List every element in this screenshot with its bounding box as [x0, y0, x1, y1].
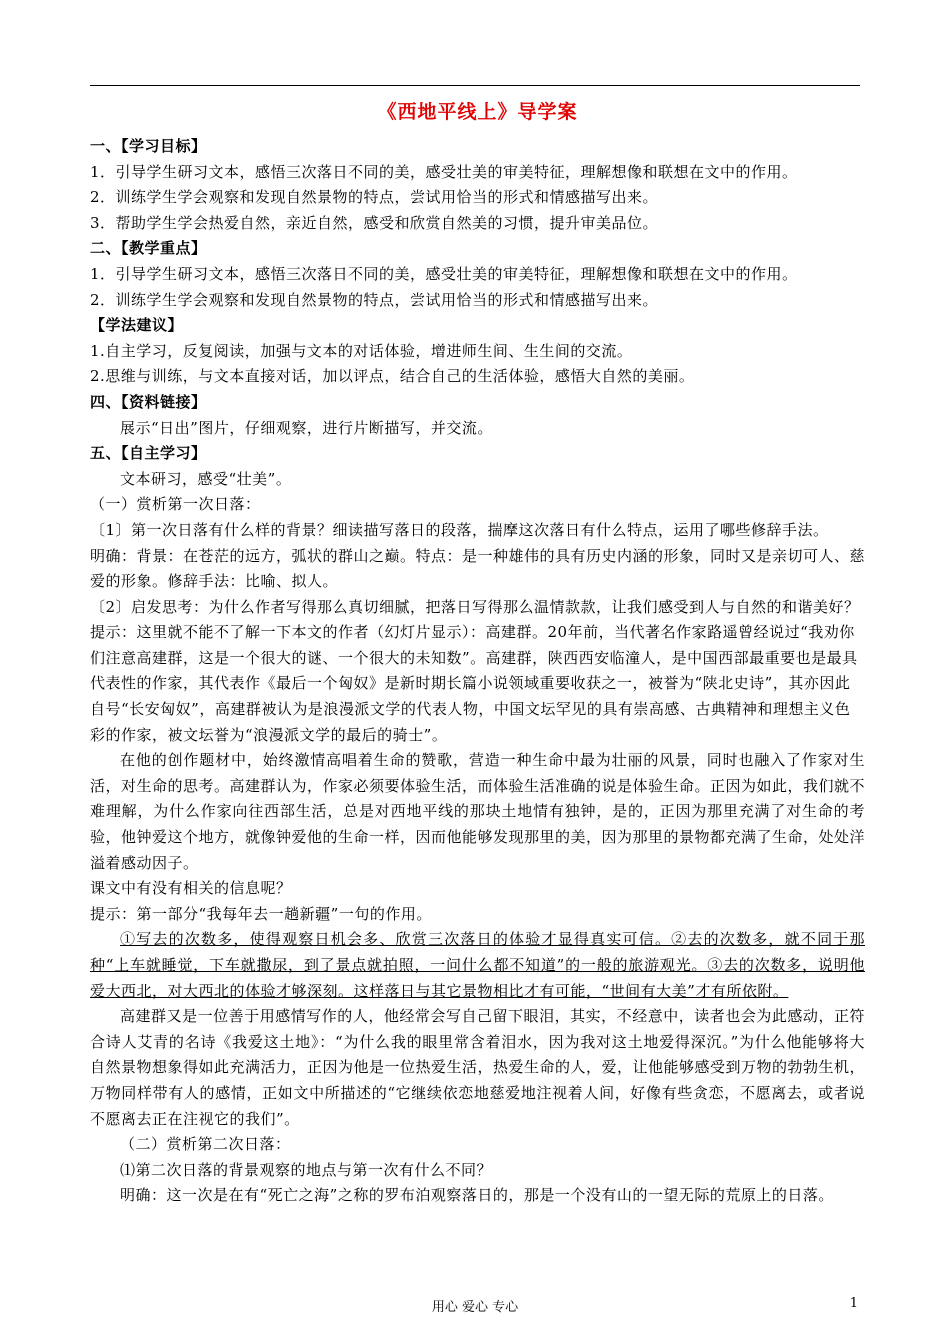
self-study-intro: 文本研习，感受“壮美”。 [120, 469, 292, 488]
answer-4: 明确：这一次是在有“死亡之海”之称的罗布泊观察落日的，那是一个没有山的一望无际的荒原上的日落。 [120, 1186, 834, 1205]
objective-item: 3．帮助学生学会热爱自然，亲近自然，感受和欣赏自然美的习惯，提升审美品位。 [90, 213, 659, 232]
subsection-second-sunset: （二）赏析第二次日落： [120, 1135, 291, 1154]
author-tip: 提示：这里就不能不了解一下本文的作者（幻灯片显示）：高建群。20年前，当代著名作家路遥曾经说过“我劝你们注意高建群，这是一个很大的谜、一个很大的未知数”。高建群，陕西西安临潼人，是中国西部最重要也是最具代表性的作家，其代表作《最后一个匈奴》是新时期长篇小说领域重要收获之一，被誉为“陕北史诗”，其亦因此自号“长安匈奴”，高建群被认为是浪漫派文学的代表人物，中国文坛罕见的具有崇高感、古典精神和理想主义色彩的作家，被文坛誉为“浪漫派文学的最后的骑士”。 [90, 623, 858, 744]
tip-2: 提示：第一部分“我每年去一趟新疆”一句的作用。 [90, 904, 432, 923]
document-body [90, 90, 865, 1209]
method-item: 2.思维与训练，与文本直接对话，加以评点，结合自己的生活体验，感悟大自然的美丽。 [90, 367, 695, 386]
page-footer [0, 1296, 950, 1316]
document-title: 《西地平线上》导学案 [377, 101, 578, 123]
question-1: 〔1〕第一次日落有什么样的背景？细读描写落日的段落，揣摩这次落日有什么特点，运用了哪些修辞手法。 [90, 520, 829, 539]
answer-1: 明确：背景：在苍茫的远方，弧状的群山之巅。特点：是一种雄伟的具有历史内涵的形象，同时又是亲切可人、慈爱的形象。修辞手法：比喻、拟人。 [90, 546, 866, 591]
section-heading-objectives: 一、【学习目标】 [90, 137, 207, 155]
section-heading-focus: 二、【教学重点】 [90, 239, 207, 258]
section-heading-method: 【学法建议】 [90, 316, 184, 335]
question-3: 课文中有没有相关的信息呢？ [90, 879, 292, 898]
objective-item: 2．训练学生学会观察和发现自然景物的特点，尝试用恰当的形式和情感描写出来。 [90, 188, 659, 207]
page-number: 1 [849, 1296, 858, 1311]
section-heading-resources: 四、【资料链接】 [90, 392, 207, 411]
focus-item: 2．训练学生学会观察和发现自然景物的特点，尝试用恰当的形式和情感描写出来。 [90, 290, 659, 309]
question-2: 〔2〕启发思考：为什么作者写得那么真切细腻，把落日写得那么温情款款，让我们感受到人与自然的和谐美好？ [90, 597, 860, 616]
footer-motto: 用心 爱心 专心 [431, 1300, 519, 1315]
objective-item: 1．引导学生研习文本，感悟三次落日不同的美，感受壮美的审美特征，理解想像和联想在文中的作用。 [90, 162, 798, 181]
header-rule [90, 85, 860, 86]
paragraph-creation: 在他的创作题材中，始终激情高唱着生命的赞歌，营造一种生命中最为壮丽的风景，同时也融入了作家对生活，对生命的思考。高建群认为，作家必须要体验生活，而体验生活准确的说是体验生命。正因为如此，我们就不难理解，为什么作家向往西部生活，总是对西地平线的那块土地情有独钟，是的，正因为那里充满了对生命的考验，他钟爱这个地方，就像钟爱他的生命一样，因而他能够发现那里的美，因为那里的景物都充满了生命，处处洋溢着感动因子。 [90, 751, 866, 872]
resources-text: 展示“日出”图片，仔细观察，进行片断描写，并交流。 [120, 418, 493, 437]
method-item: 1.自主学习，反复阅读，加强与文本的对话体验，增进师生间、生生间的交流。 [90, 341, 633, 360]
focus-item: 1．引导学生研习文本，感悟三次落日不同的美，感受壮美的审美特征，理解想像和联想在文中的作用。 [90, 264, 798, 283]
paragraph-emotion: 高建群又是一位善于用感情写作的人，他经常会写自己留下眼泪，其实，不经意中，读者也会为此感动，正符合诗人艾青的名诗《我爱这土地》：“为什么我的眼里常含着泪水，因为我对这土地爱得深沉。”为什么他能够将大自然景物想象得如此充满活力，正因为他是一位热爱生活，热爱生命的人，爱，让他能够感受到万物的勃勃生机，万物同样带有人的感情，正如文中所描述的“它继续依恋地慈爱地注视着人间，好像有些贪恋，不愿离去，或者说不愿离去正在注视它的我们”。 [90, 1007, 866, 1128]
underlined-analysis: ①写去的次数多，使得观察日机会多、欣赏三次落日的体验才显得真实可信。②去的次数多，就不同于那种“上车就睡觉，下车就撒尿，到了景点就拍照，一问什么都不知道”的一般的旅游观光。③去的次数多，说明他爱大西北，对大西北的体验才够深刻。这样落日与其它景物相比才有可能，“世间有大美”才有所依附。 [90, 930, 865, 1000]
section-heading-self-study: 五、【自主学习】 [90, 444, 207, 463]
question-4: ⑴第二次日落的背景观察的地点与第一次有什么不同？ [120, 1160, 493, 1179]
subsection-first-sunset: （一）赏析第一次日落： [90, 495, 261, 514]
